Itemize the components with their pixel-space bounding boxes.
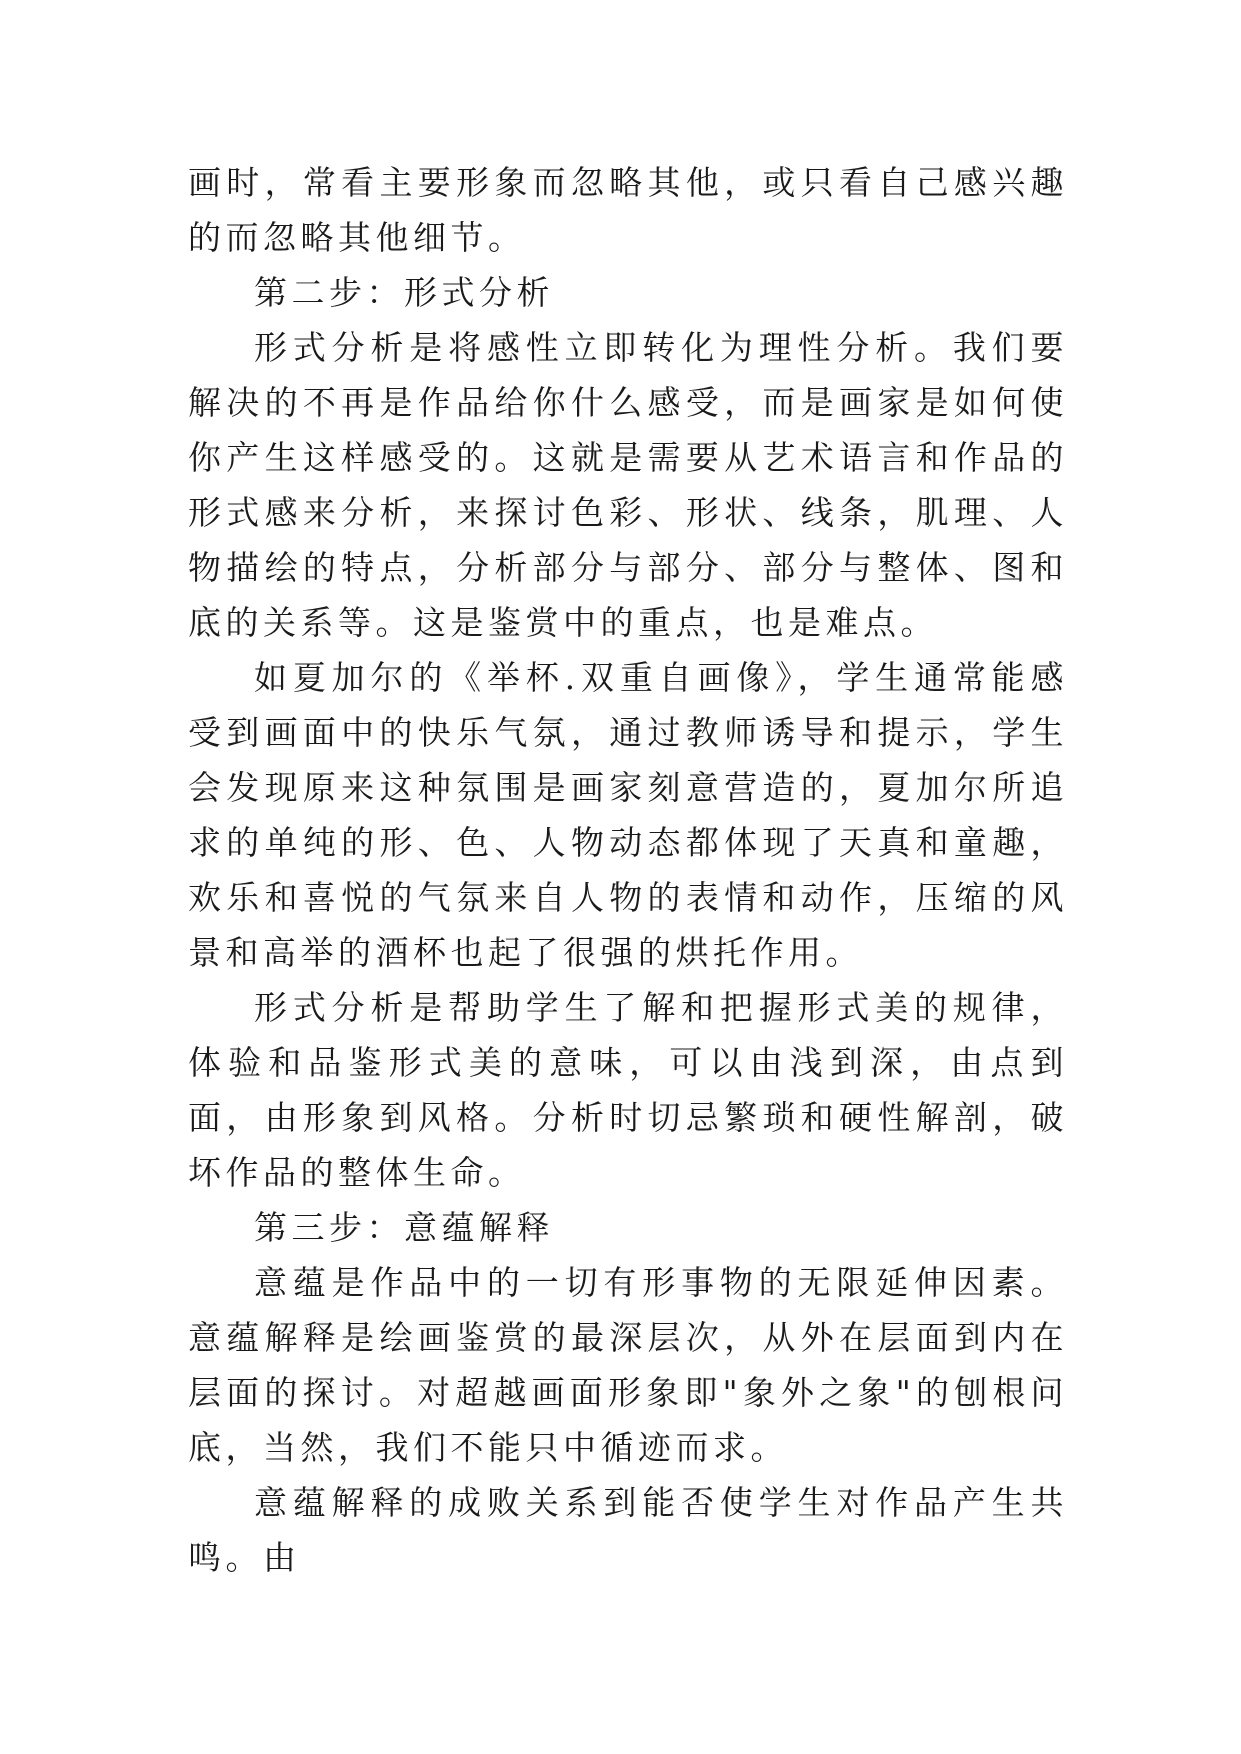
paragraph: 形式分析是帮助学生了解和把握形式美的规律，体验和品鉴形式美的意味，可以由浅到深，由点到面，由形象到风格。分析时切忌繁琐和硬性解剖，破坏作品的整体生命。: [188, 988, 1068, 1192]
paragraph: 如夏加尔的《举杯.双重自画像》，学生通常能感受到画面中的快乐气氛，通过教师诱导和提示，学生会发现原来这种氛围是画家刻意营造的，夏加尔所追求的单纯的形、色、人物动态都体现了天真和童趣，欢乐和喜悦的气氛来自人物的表情和动作，压缩的风景和高举的酒杯也起了很强的烘托作用。: [188, 658, 1068, 972]
paragraph-continuation: 画时，常看主要形象而忽略其他，或只看自己感兴趣的而忽略其他细节。: [188, 163, 1068, 257]
paragraph: 形式分析是将感性立即转化为理性分析。我们要解决的不再是作品给你什么感受，而是画家是如何使你产生这样感受的。这就是需要从艺术语言和作品的形式感来分析，来探讨色彩、形状、线条，肌理、人物描绘的特点，分析部分与部分、部分与整体、图和底的关系等。这是鉴赏中的重点，也是难点。: [188, 328, 1068, 642]
section-heading-step-two: 第二步：形式分析: [254, 273, 554, 312]
section-heading-step-three: 第三步：意蕴解释: [254, 1208, 554, 1247]
body-text: [188, 155, 1068, 1585]
paragraph: 意蕴是作品中的一切有形事物的无限延伸因素。意蕴解释是绘画鉴赏的最深层次，从外在层面到内在层面的探讨。对超越画面形象即"象外之象"的刨根问底，当然，我们不能只中循迹而求。: [188, 1263, 1068, 1467]
paragraph: 意蕴解释的成败关系到能否使学生对作品产生共鸣。由: [188, 1483, 1068, 1577]
